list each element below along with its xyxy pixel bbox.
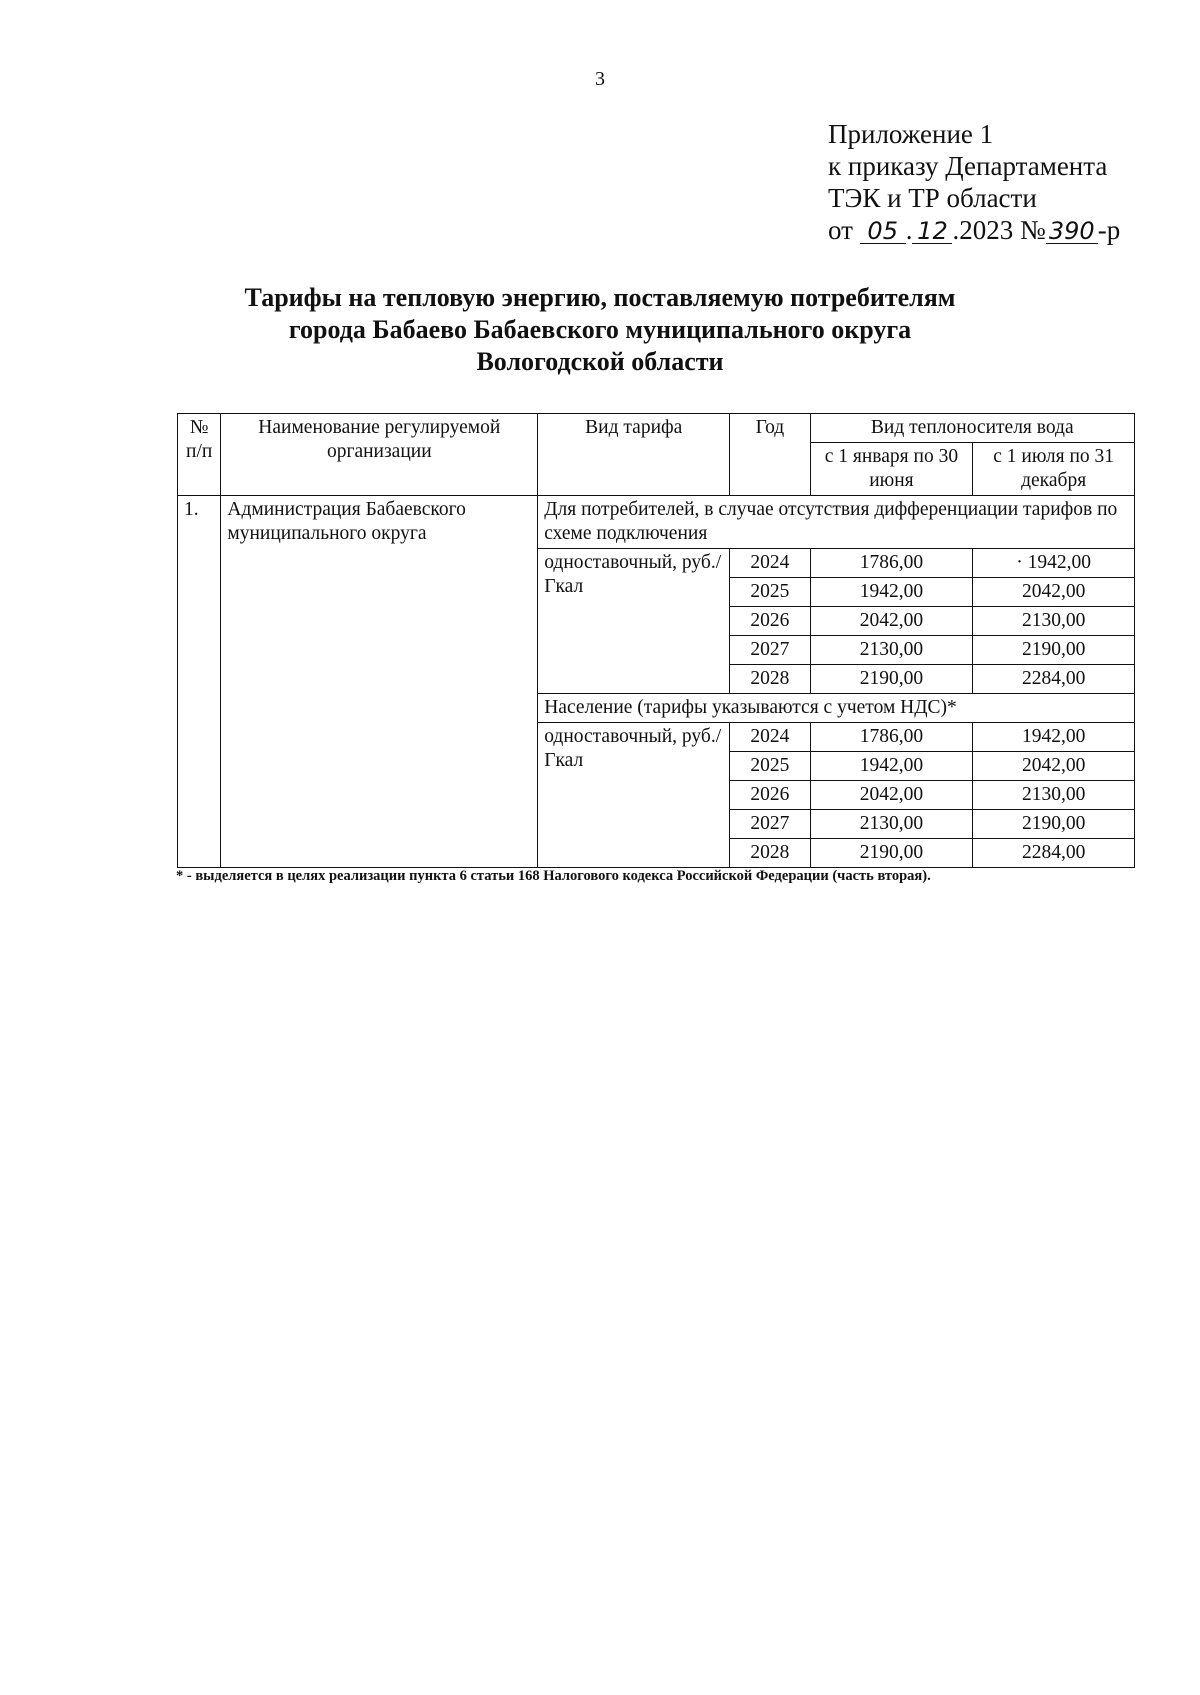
header-heat-carrier: Вид теплоносителя вода (810, 414, 1134, 443)
year-cell: 2026 (730, 781, 810, 810)
tariff-second-half: · 1942,00 (973, 549, 1135, 578)
date-year: .2023 № (952, 215, 1046, 245)
handwritten-month: 12 (912, 219, 952, 244)
year-cell: 2027 (730, 636, 810, 665)
tariff-first-half: 1786,00 (810, 549, 973, 578)
group-caption: Население (тарифы указываются с учетом НДС)* (538, 694, 1135, 723)
tariff-first-half: 2042,00 (810, 607, 973, 636)
tariff-second-half: 2042,00 (973, 752, 1135, 781)
tariff-second-half: 2284,00 (973, 665, 1135, 694)
year-cell: 2024 (730, 549, 810, 578)
tariff-second-half: 1942,00 (973, 723, 1135, 752)
date-prefix: от (828, 215, 853, 245)
year-cell: 2028 (730, 839, 810, 868)
appendix-line-3: ТЭК и ТР области (828, 183, 1037, 213)
group-caption-row (178, 496, 1135, 549)
appendix-line-2: к приказу Департамента (828, 151, 1108, 181)
tariff-second-half: 2130,00 (973, 781, 1135, 810)
row-number: 1. (178, 496, 221, 868)
tariff-first-half: 2190,00 (810, 665, 973, 694)
tariff-first-half: 1942,00 (810, 752, 973, 781)
title-line-3: Вологодской области (476, 347, 724, 376)
tariff-second-half: 2190,00 (973, 810, 1135, 839)
year-cell: 2026 (730, 607, 810, 636)
group-caption: Для потребителей, в случае отсутствия дифференциации тарифов по схеме подключения (538, 496, 1135, 549)
tariff-second-half: 2130,00 (973, 607, 1135, 636)
header-no: № п/п (178, 414, 221, 496)
page-number: 3 (595, 68, 605, 90)
appendix-block (828, 118, 1120, 246)
header-half-2: с 1 июля по 31 декабря (973, 443, 1135, 496)
footnote: * - выделяется в целях реализации пункта 6 статьи 168 Налогового кодекса Российской Федерации (часть вторая). (176, 868, 931, 884)
header-year: Год (730, 414, 810, 496)
tariff-second-half: 2042,00 (973, 578, 1135, 607)
year-cell: 2025 (730, 752, 810, 781)
appendix-line-1: Приложение 1 (828, 119, 994, 149)
title-line-2: города Бабаево Бабаевского муниципального округа (288, 315, 912, 344)
year-cell: 2027 (730, 810, 810, 839)
tariff-first-half: 2190,00 (810, 839, 973, 868)
header-org: Наименование регулируемой организации (221, 414, 538, 496)
handwritten-day: 05 (860, 219, 906, 244)
tariff-first-half: 2130,00 (810, 636, 973, 665)
table-header-row (178, 414, 1135, 443)
organization-name: Администрация Бабаевского муниципального округа (221, 496, 538, 868)
tariff-kind: одноставочный, руб./Гкал (538, 549, 730, 694)
year-cell: 2024 (730, 723, 810, 752)
tariff-second-half: 2284,00 (973, 839, 1135, 868)
handwritten-order-number: 390 (1046, 219, 1098, 244)
year-cell: 2025 (730, 578, 810, 607)
tariff-second-half: 2190,00 (973, 636, 1135, 665)
title-line-1: Тарифы на тепловую энергию, поставляемую потребителям (244, 283, 956, 312)
tariff-kind: одноставочный, руб./Гкал (538, 723, 730, 868)
header-tariff-kind: Вид тарифа (538, 414, 730, 496)
year-cell: 2028 (730, 665, 810, 694)
header-half-1: с 1 января по 30 июня (810, 443, 973, 496)
order-suffix: -р (1097, 215, 1121, 245)
tariff-first-half: 1942,00 (810, 578, 973, 607)
tariff-first-half: 2042,00 (810, 781, 973, 810)
document-title (0, 282, 1200, 378)
tariff-table (177, 413, 1135, 868)
appendix-date-line: от 05 . 12 .2023 № 390 -р (828, 215, 1121, 245)
tariff-first-half: 2130,00 (810, 810, 973, 839)
tariff-first-half: 1786,00 (810, 723, 973, 752)
